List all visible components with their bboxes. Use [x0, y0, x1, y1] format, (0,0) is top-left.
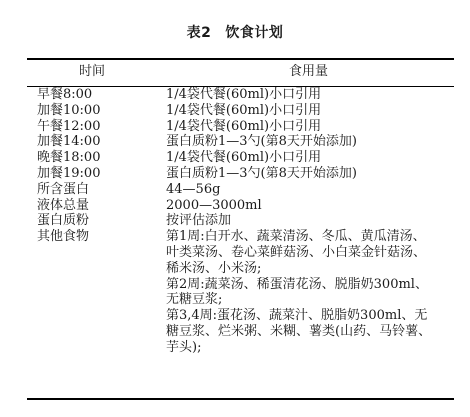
- food-cell: [166, 87, 451, 103]
- table-caption: [0, 24, 470, 42]
- food-cell: [166, 198, 451, 214]
- food-line: 44—56g: [166, 181, 221, 197]
- table-row: [37, 87, 451, 103]
- food-cell: [166, 119, 451, 135]
- food-line: 无糖豆浆;: [166, 292, 223, 308]
- time-cell: 加餐10:00: [37, 102, 101, 118]
- time-cell: 其他食物: [37, 229, 90, 245]
- food-line: 第1周:白开水、蔬菜清汤、冬瓜、黄瓜清汤、: [166, 229, 426, 245]
- food-line: 第3,4周:蛋花汤、蔬菜汁、脱脂奶300ml、无: [166, 308, 428, 324]
- food-line: 1/4袋代餐(60ml)小口引用: [166, 150, 322, 166]
- food-line: 蛋白质粉1—3勺(第8天开始添加): [166, 165, 357, 181]
- food-cell: [166, 229, 451, 355]
- table-row: [37, 166, 451, 182]
- food-cell: [166, 166, 451, 182]
- column-header-food: 食用量: [289, 64, 329, 79]
- food-line: 稀米汤、小米汤;: [166, 260, 262, 276]
- table-row: [37, 213, 451, 229]
- food-line: 1/4袋代餐(60ml)小口引用: [166, 118, 322, 134]
- table-row: [37, 150, 451, 166]
- table-number: 表2: [186, 25, 212, 41]
- time-cell: 加餐19:00: [37, 165, 101, 181]
- table-title: 饮食计划: [225, 25, 284, 41]
- food-line: 叶类菜汤、卷心菜鲜菇汤、小白菜金针菇汤、: [166, 244, 427, 260]
- table-row: [37, 134, 451, 150]
- table-row: [37, 229, 451, 355]
- food-cell: [166, 134, 451, 150]
- food-line: 1/4袋代餐(60ml)小口引用: [166, 102, 322, 118]
- top-rule: [27, 58, 454, 60]
- food-cell: [166, 213, 451, 229]
- food-line: 糖豆浆、烂米粥、米糊、薯类(山药、马铃薯、: [166, 323, 432, 339]
- time-cell: 蛋白质粉: [37, 213, 90, 229]
- table-body: [37, 87, 451, 356]
- time-cell: 早餐8:00: [37, 87, 93, 102]
- food-cell: [166, 150, 451, 166]
- time-cell: 液体总量: [37, 197, 90, 213]
- bottom-rule: [27, 398, 454, 400]
- time-cell: 加餐14:00: [37, 134, 101, 150]
- food-line: 1/4袋代餐(60ml)小口引用: [166, 87, 322, 102]
- time-cell: 所含蛋白: [37, 181, 90, 197]
- food-line: 第2周:蔬菜汤、稀蛋清花汤、脱脂奶300ml、: [166, 276, 428, 292]
- food-line: 2000—3000ml: [166, 197, 262, 213]
- food-cell: [166, 182, 451, 198]
- food-cell: [166, 103, 451, 119]
- food-line: 按评估添加: [166, 213, 232, 229]
- table-row: [37, 182, 451, 198]
- column-header-time: 时间: [79, 64, 106, 79]
- time-cell: 晚餐18:00: [37, 150, 101, 166]
- time-cell: 午餐12:00: [37, 118, 101, 134]
- table-row: [37, 198, 451, 214]
- table-row: [37, 103, 451, 119]
- table-row: [37, 119, 451, 135]
- food-line: 芋头);: [166, 339, 202, 355]
- food-line: 蛋白质粉1—3勺(第8天开始添加): [166, 134, 357, 150]
